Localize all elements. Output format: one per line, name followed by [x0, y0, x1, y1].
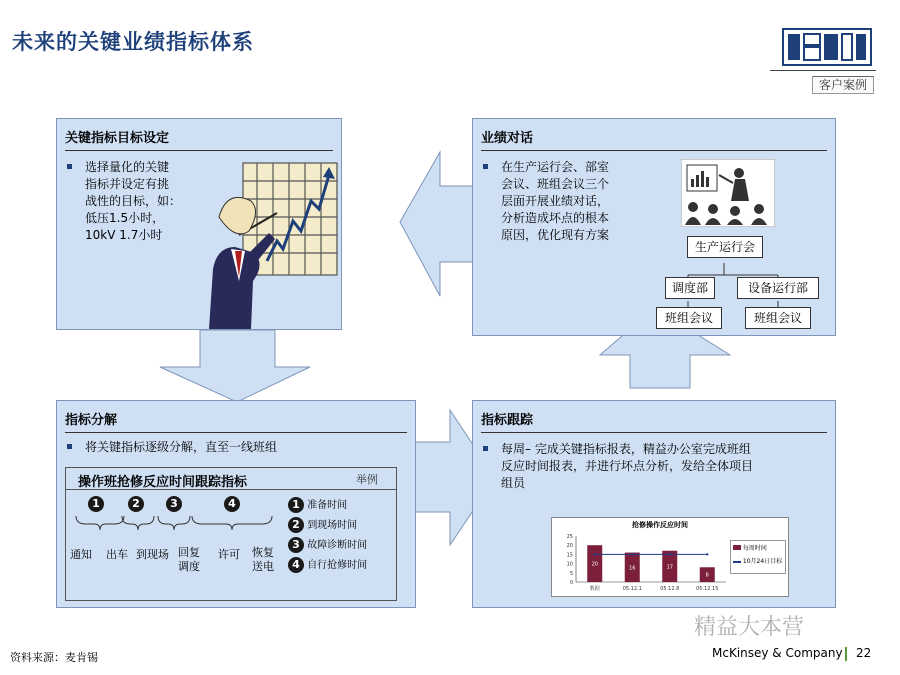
step-number-3: 3: [288, 537, 304, 553]
step-number-4: 4: [224, 496, 240, 512]
bullet-line: 层面开展业绩对话，: [501, 194, 610, 208]
bullet-line: 原因，优化现有方案: [501, 228, 610, 242]
arrow-down: [160, 330, 310, 402]
company-name: McKinsey & Company: [712, 646, 843, 660]
mini-chart-y-tick: 0: [569, 580, 573, 586]
client-case-tag: 客户案例: [812, 76, 874, 94]
indicator-legend: [288, 496, 394, 576]
mini-chart-y-tick: 5: [569, 570, 573, 577]
mini-chart-bar-label: 17: [666, 564, 673, 571]
org-node-equipment-dept: 设备运行部: [737, 277, 819, 299]
bullet-line: 组员: [501, 476, 526, 490]
arrow-left: [400, 152, 480, 296]
bullet-line: 低压1.5小时，: [85, 211, 165, 225]
bullet-line: 战性的目标，如：: [85, 194, 182, 208]
legend-item: [288, 496, 394, 516]
legend-item: [288, 536, 394, 556]
bullet-line: 反应时间报表，并进行坏点分析，发给全体项目: [501, 459, 754, 473]
legend-swatch: [733, 545, 741, 550]
example-tag: 举例: [356, 473, 378, 486]
bullet-item: [483, 441, 829, 492]
mini-chart-target-point: [669, 553, 671, 555]
watermark-text: 精益大本营: [694, 615, 805, 640]
legend-label: 故障诊断时间: [307, 540, 368, 551]
bullet-line: 选择量化的关键: [85, 160, 170, 174]
indicator-title: 操作班抢修反应时间跟踪指标: [78, 475, 248, 490]
legend-label: 自行抢修时间: [307, 560, 368, 571]
org-node-dispatch-dept: 调度部: [665, 277, 715, 299]
bullet-icon: [67, 164, 72, 169]
mini-chart-y-tick: 10: [566, 561, 573, 568]
mini-chart-bar-label: 8: [705, 572, 709, 579]
mini-chart-category: 05.12.1: [622, 586, 642, 592]
legend-item: [288, 556, 394, 576]
footer-divider: [845, 647, 847, 661]
mini-chart-target-point: [706, 553, 708, 555]
source-label: 资料来源：麦肯锡: [10, 651, 98, 664]
panel-heading: 关键指标目标设定: [65, 131, 170, 146]
timeline-label: 到现场: [136, 548, 169, 561]
meeting-icon: [681, 159, 775, 227]
panel-heading: 指标分解: [65, 413, 118, 428]
bullet-line: 将关键指标逐级分解，直至一线班组: [85, 440, 278, 454]
mini-chart-y-tick: 15: [566, 552, 573, 559]
timeline-label: 恢复 送电: [252, 546, 274, 573]
legend-item: [731, 541, 785, 554]
mini-chart: [551, 517, 789, 597]
bullet-line: 指标并设定有挑: [85, 177, 170, 191]
bullet-icon: [483, 164, 488, 169]
legend-label: 10月24日目标: [742, 558, 783, 565]
bullet-item: [67, 439, 407, 456]
bullet-line: 10kV 1.7小时: [85, 228, 163, 242]
legend-label: 到现场时间: [307, 520, 358, 531]
panel-target-setting: [56, 118, 342, 330]
step-number-2: 2: [128, 496, 144, 512]
bullet-line: 分析造成坏点的根本: [501, 211, 610, 225]
legend-swatch: [733, 561, 741, 563]
step-number-3: 3: [166, 496, 182, 512]
panel-heading: 指标跟踪: [481, 413, 534, 428]
org-node-team-meeting-left: 班组会议: [656, 307, 722, 329]
mini-chart-target-point: [594, 553, 596, 555]
legend-label: 准备时间: [307, 500, 348, 511]
indicator-card-header: [66, 468, 396, 490]
mini-chart-target-point: [631, 553, 633, 555]
bullet-item: [67, 159, 207, 244]
panel-divider: [65, 432, 407, 433]
mini-chart-y-tick: 25: [566, 534, 573, 540]
mini-chart-category: 05.12.15: [696, 586, 719, 592]
step-number-1: 1: [88, 496, 104, 512]
bullet-line: 会议、班组会议三个: [501, 177, 610, 191]
panel-heading: 业绩对话: [481, 131, 534, 146]
timeline-label: 回复 调度: [178, 546, 200, 573]
slide-title: 未来的关键业绩指标体系: [12, 29, 254, 54]
businessman-chart-icon: [205, 161, 339, 329]
timeline-label: 许可: [218, 548, 240, 561]
mini-chart-y-tick: 20: [566, 543, 573, 550]
step-number-2: 2: [288, 517, 304, 533]
mini-chart-bar-label: 20: [591, 561, 598, 568]
indicator-card: [65, 467, 397, 601]
bullet-line: 每周– 完成关键指标报表，精益办公室完成班组: [501, 442, 751, 456]
legend-label: 每周时间: [742, 545, 767, 552]
legend-item: [288, 516, 394, 536]
panel-divider: [481, 432, 827, 433]
panel-indicator-decompose: [56, 400, 416, 608]
bullet-icon: [483, 446, 488, 451]
panel-indicator-tracking: [472, 400, 836, 608]
step-number-4: 4: [288, 557, 304, 573]
org-node-team-meeting-right: 班组会议: [745, 307, 811, 329]
bullet-icon: [67, 444, 72, 449]
bullet-line: 在生产运行会、部室: [501, 160, 610, 174]
mini-chart-bar-label: 16: [629, 565, 636, 572]
timeline-braces: [66, 512, 286, 534]
mini-chart-legend: [730, 540, 786, 574]
step-number-1: 1: [288, 497, 304, 513]
mini-chart-title: 抢修操作反应时间: [632, 521, 688, 529]
panel-divider: [481, 150, 827, 151]
timeline-label: 通知: [70, 548, 92, 561]
panel-divider: [65, 150, 333, 151]
mini-chart-category: 05.12.8: [660, 586, 680, 592]
panel-performance-dialog: [472, 118, 836, 336]
legend-item: [731, 554, 785, 567]
org-node-production-meeting: 生产运行会: [687, 236, 763, 258]
mini-chart-category: 数据: [589, 586, 600, 592]
timeline-label: 出车: [106, 548, 128, 561]
page-number: 22: [856, 646, 872, 660]
bullet-item: [483, 159, 683, 244]
